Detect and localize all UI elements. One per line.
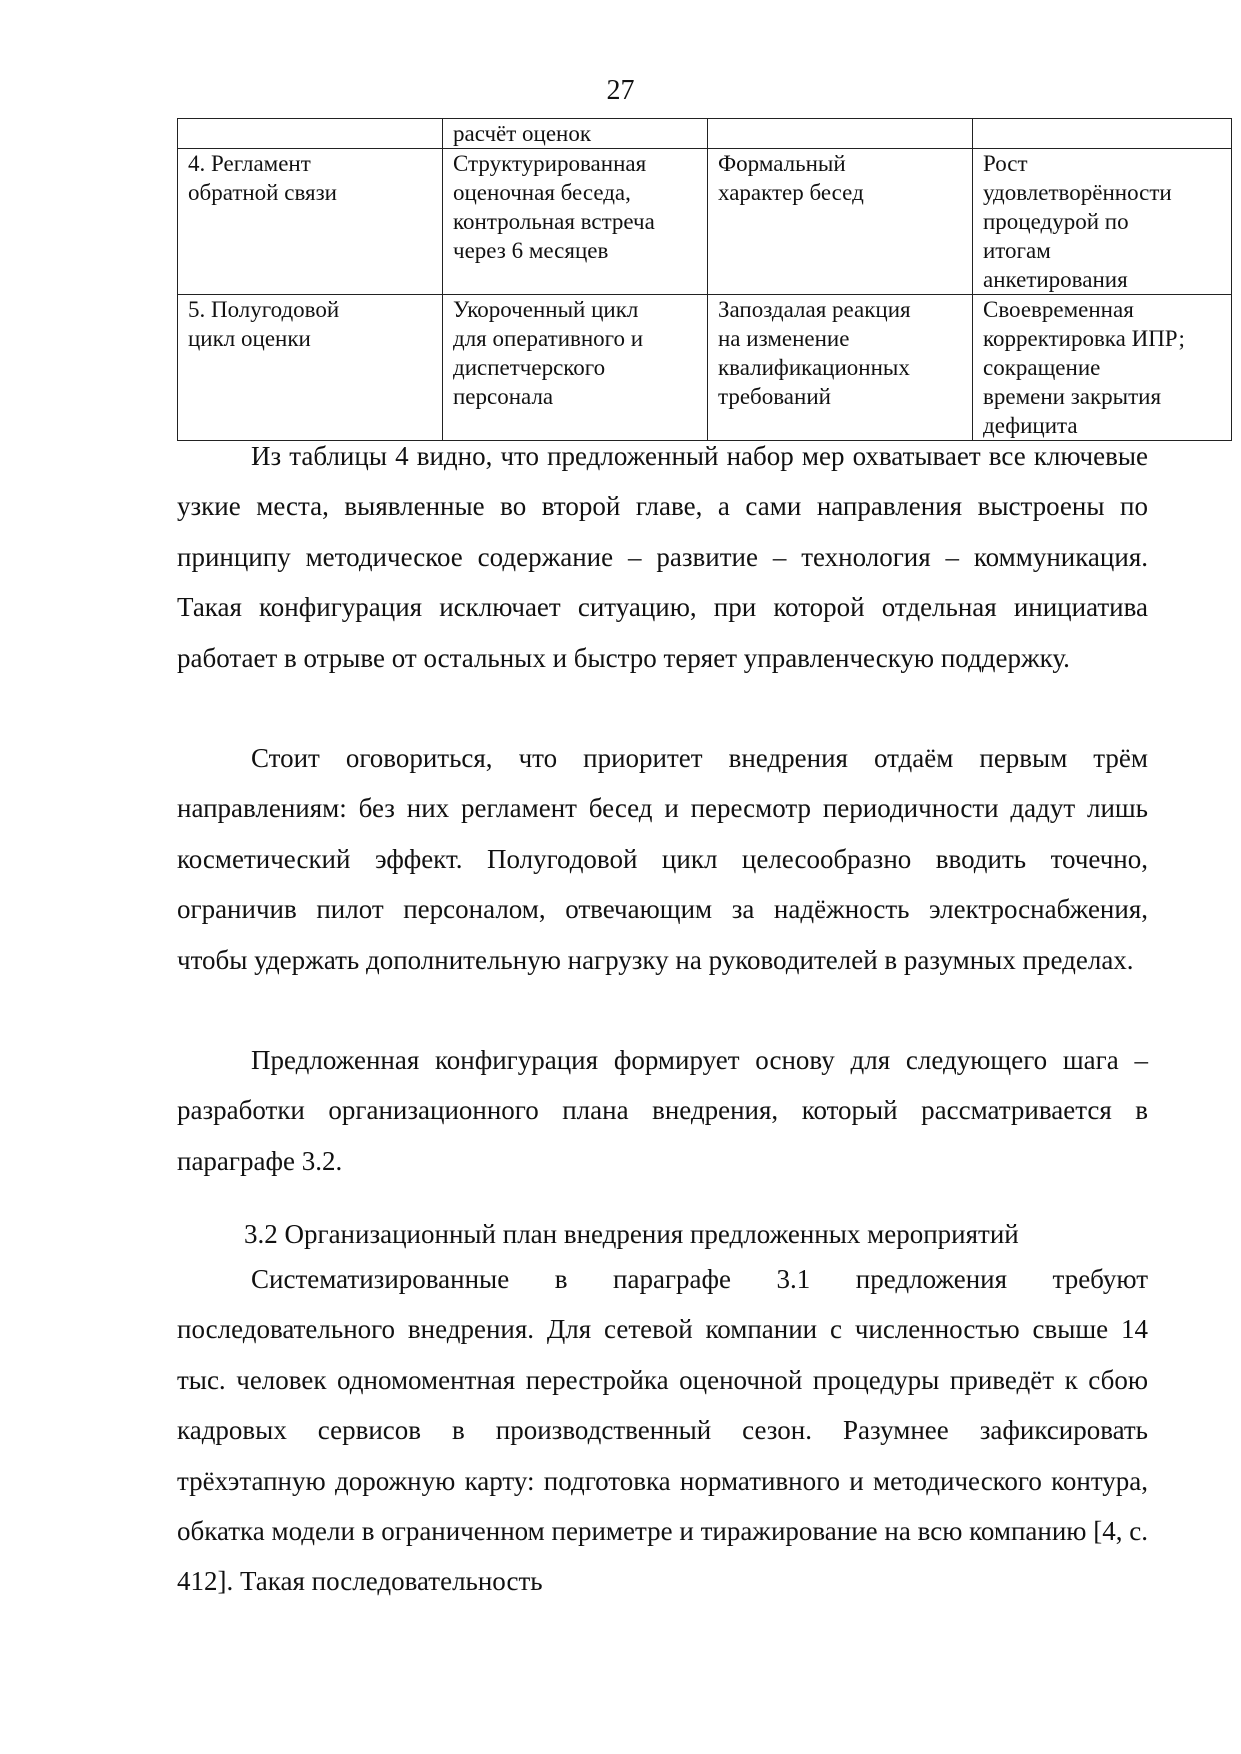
table-cell [178,295,443,441]
table-cell [973,295,1232,441]
table-cell-line: времени закрытия [983,384,1162,409]
table-cell-line: 5. Полугодовой [188,297,340,322]
paragraph-implementation-priority [177,733,1148,985]
paragraph-text: Из таблицы 4 видно, что предложенный набор мер охватывает все ключевые узкие места, выявленные во второй главе, а сами направления выстроены по принципу методическое содержание – развитие – технология – коммуникация. Такая конфигурация исключает ситуацию, при которой отдельная инициатива работает в отрыве от остальных и быстро теряет управленческую поддержку. [177,441,1148,673]
table-cell-line: Структурированная [453,151,647,176]
measures-table-continuation [177,118,1185,441]
table-row [178,149,1232,295]
table-cell-line: корректировка ИПР; [983,326,1185,351]
table-cell-line: через 6 месяцев [453,238,609,263]
table-cell-line: диспетчерского [453,355,606,380]
table-cell [443,295,708,441]
table-cell-line: обратной связи [188,180,337,205]
paragraph-next-step [177,1035,1148,1186]
table-cell-line: расчёт оценок [453,121,592,146]
table-cell-line: для оперативного и [453,326,644,351]
table-cell-line: итогам [983,238,1051,263]
page-number: 27 [606,75,635,106]
table-cell-line: требований [718,384,831,409]
table-cell-line: анкетирования [983,267,1128,292]
table-cell [708,295,973,441]
table-cell [178,119,443,149]
table-row [178,119,1232,149]
table-cell [443,119,708,149]
table-cell [443,149,708,295]
table-cell-line: дефицита [983,413,1078,438]
table-row [178,295,1232,441]
table-cell-line: Формальный [718,151,846,176]
table-cell [973,119,1232,149]
table-cell-line: на изменение [718,326,850,351]
table-body [178,119,1232,441]
paragraph-text: Систематизированные в параграфе 3.1 предложения требуют последовательного внедрения. Для сетевой компании с численностью свыше 14 тыс. человек одномоментная перестройка оценочной процедуры приведёт к сбою кадровых сервисов в производственный сезон. Разумнее зафиксировать трёхэтапную дорожную карту: подготовка нормативного и методического контура, обкатка модели в ограниченном периметре и тиражирование на всю компанию [4, с. 412]. Такая последовательность [177,1264,1148,1597]
paragraph-table-4-summary [177,431,1148,683]
table-cell-line: Своевременная [983,297,1134,322]
table-cell-line: квалификационных [718,355,910,380]
measures-table [177,118,1232,441]
paragraph-text: Предложенная конфигурация формирует основу для следующего шага – разработки организационного плана внедрения, который рассматривается в параграфе 3.2. [177,1045,1148,1176]
table-cell [973,149,1232,295]
table-cell-line: характер бесед [718,180,864,205]
table-cell-line: 4. Регламент [188,151,311,176]
table-cell-line: удовлетворённости [983,180,1172,205]
table-cell-line: контрольная встреча [453,209,655,234]
table-cell-line: процедурой по [983,209,1129,234]
table-cell [178,149,443,295]
table-cell-line: оценочная беседа, [453,180,631,205]
table-cell-line: Рост [983,151,1028,176]
table-cell [708,119,973,149]
table-cell-line: цикл оценки [188,326,311,351]
table-cell-line: сокращение [983,355,1101,380]
paragraph-roadmap [177,1254,1148,1607]
table-cell-line: Запоздалая реакция [718,297,911,322]
paragraph-text: Стоит оговориться, что приоритет внедрения отдаём первым трём направлениям: без них регламент бесед и пересмотр периодичности дадут лишь косметический эффект. Полугодовой цикл целесообразно вводить точечно, ограничив пилот персоналом, отвечающим за надёжность электроснабжения, чтобы удержать дополнительную нагрузку на руководителей в разумных пределах. [177,743,1148,975]
table-cell-line: персонала [453,384,554,409]
section-heading: 3.2 Организационный план внедрения предложенных мероприятий [244,1219,1019,1249]
table-cell [708,149,973,295]
table-cell-line: Укороченный цикл [453,297,639,322]
